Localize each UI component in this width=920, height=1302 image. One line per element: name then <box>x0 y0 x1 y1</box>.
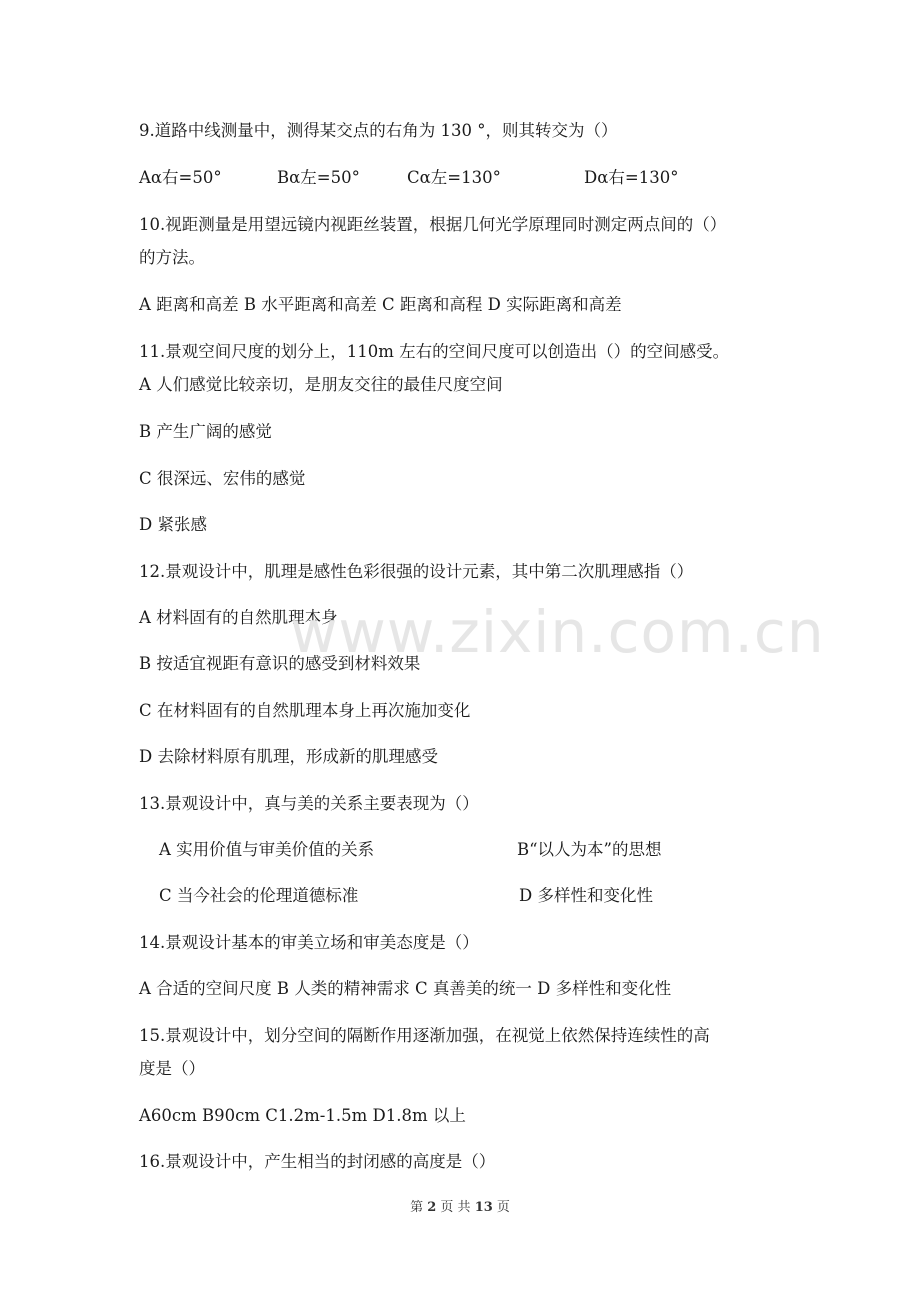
q12-option-b: B 按适宜视距有意识的感受到材料效果 <box>139 654 421 673</box>
q13-option-d: D 多样性和变化性 <box>519 886 653 905</box>
q13-option-b: B“以人为本”的思想 <box>517 840 662 859</box>
q15-stem-line1: 15.景观设计中，划分空间的隔断作用逐渐加强，在视觉上依然保持连续性的高 <box>139 1026 710 1045</box>
q12-option-d: D 去除材料原有肌理，形成新的肌理感受 <box>139 747 438 766</box>
q10-stem-line2: 的方法。 <box>139 248 205 267</box>
page-footer <box>0 1196 920 1215</box>
q9-option-a: Aα右=50° <box>139 168 222 187</box>
footer-total-pages: 13 <box>474 1200 493 1215</box>
q11-option-d: D 紧张感 <box>139 515 207 534</box>
q15-stem-line2: 度是（） <box>139 1059 205 1078</box>
q9-option-b: Bα左=50° <box>277 168 360 187</box>
q14-stem: 14.景观设计基本的审美立场和审美态度是（） <box>139 933 479 952</box>
q9-option-d: Dα右=130° <box>584 168 679 187</box>
q11-option-b: B 产生广阔的感觉 <box>139 422 272 441</box>
q9-stem: 9.道路中线测量中，测得某交点的右角为 130 °，则其转交为（） <box>139 121 618 140</box>
q11-option-a: A 人们感觉比较亲切，是朋友交往的最佳尺度空间 <box>139 375 503 394</box>
q13-option-c: C 当今社会的伦理道德标准 <box>159 886 359 905</box>
q16-stem: 16.景观设计中，产生相当的封闭感的高度是（） <box>139 1152 496 1171</box>
q12-option-c: C 在材料固有的自然肌理本身上再次施加变化 <box>139 701 471 720</box>
q11-option-c: C 很深远、宏伟的感觉 <box>139 469 306 488</box>
footer-prefix: 第 <box>410 1200 424 1215</box>
footer-page-number: 2 <box>427 1200 437 1215</box>
q14-options: A 合适的空间尺度 B 人类的精神需求 C 真善美的统一 D 多样性和变化性 <box>139 979 672 998</box>
q13-stem: 13.景观设计中，真与美的关系主要表现为（） <box>139 794 479 813</box>
footer-middle: 页 共 <box>440 1200 471 1215</box>
q9-option-c: Cα左=130° <box>407 168 501 187</box>
q10-stem-line1: 10.视距测量是用望远镜内视距丝装置，根据几何光学原理同时测定两点间的（） <box>139 215 727 234</box>
q10-options: A 距离和高差 B 水平距离和高差 C 距离和高程 D 实际距离和高差 <box>139 295 622 314</box>
footer-suffix: 页 <box>496 1200 510 1215</box>
q12-option-a: A 材料固有的自然肌理本身 <box>139 608 338 627</box>
q12-stem: 12.景观设计中，肌理是感性色彩很强的设计元素，其中第二次肌理感指（） <box>139 562 694 581</box>
q11-stem: 11.景观空间尺度的划分上，110m 左右的空间尺度可以创造出（）的空间感受。 <box>139 342 730 361</box>
q13-option-a: A 实用价值与审美价值的关系 <box>159 840 375 859</box>
watermark: www.zixin.com.cn <box>290 598 825 666</box>
q15-options: A60cm B90cm C1.2m-1.5m D1.8m 以上 <box>139 1106 466 1125</box>
